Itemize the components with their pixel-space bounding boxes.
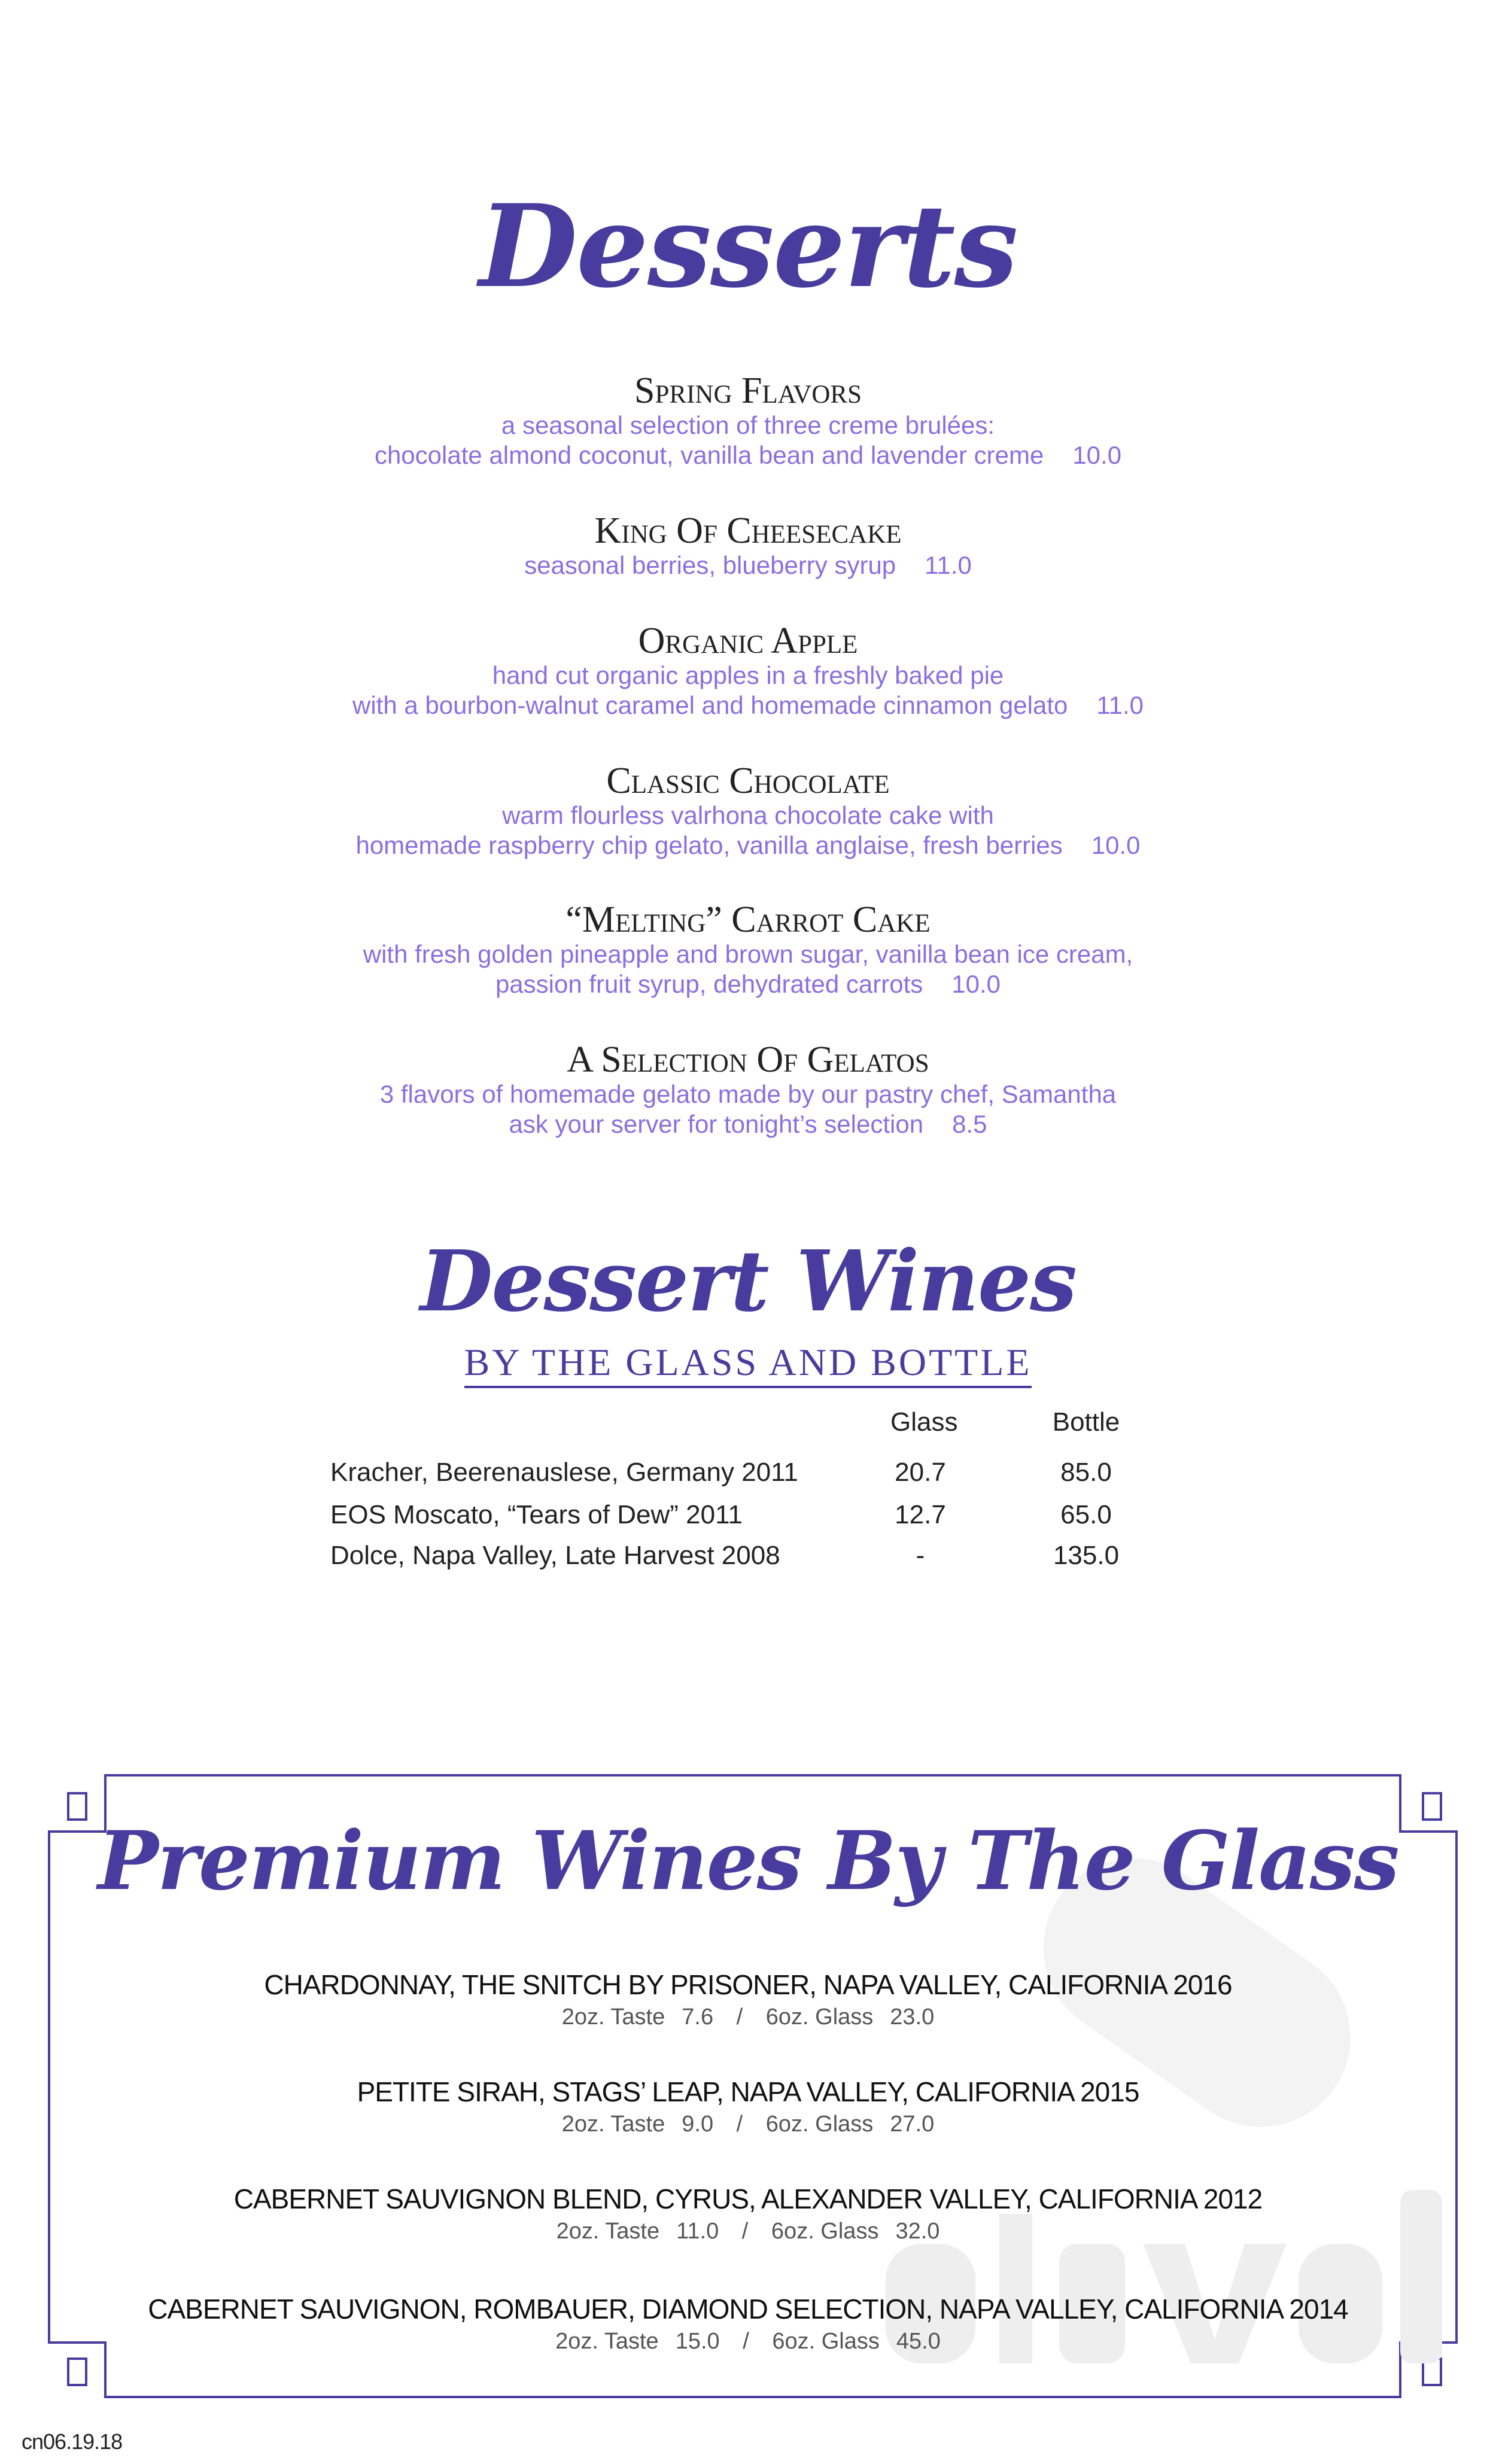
premium-title: Premium Wines By The Glass: [98, 1813, 1398, 1908]
dessert-wines-subtitle: BY THE GLASS AND BOTTLE: [0, 1340, 1496, 1385]
glass-price: 45.0: [896, 2329, 941, 2354]
dessert-price: 10.0: [1091, 831, 1141, 859]
footer-code: cn06.19.18: [22, 2429, 123, 2454]
glass-price: 27.0: [890, 2112, 935, 2137]
bottle-price: 135.0: [1053, 1541, 1120, 1570]
bottle-price: 85.0: [1060, 1458, 1112, 1487]
dessert-description: passion fruit syrup, dehydrated carrots 10.0: [495, 970, 1001, 998]
glass-price: 12.7: [895, 1500, 946, 1529]
dessert-price: 10.0: [1072, 441, 1122, 469]
dessert-description: a seasonal selection of three creme brulées:: [501, 411, 995, 439]
wine-name: Kracher, Beerenauslese, Germany 2011: [330, 1458, 798, 1487]
dessert-description: hand cut organic apples in a freshly baked pie: [492, 661, 1004, 689]
premium-wine: [0, 2183, 1496, 2244]
premium-wine: [0, 1969, 1496, 2030]
dessert-price: 10.0: [951, 970, 1001, 998]
premium-wine-name: PETITE SIRAH, STAGS’ LEAP, NAPA VALLEY, CALIFORNIA 2015: [357, 2076, 1139, 2107]
glass-price: 23.0: [890, 2004, 935, 2030]
dessert-item: [0, 371, 1496, 470]
dessert-item: [0, 761, 1496, 860]
dessert-description: homemade raspberry chip gelato, vanilla anglaise, fresh berries 10.0: [355, 831, 1141, 859]
taste-price: 7.6: [682, 2004, 714, 2030]
glass-price: 32.0: [895, 2219, 940, 2244]
premium-wine-prices: 2oz. Taste 11.0 / 6oz. Glass 32.0: [556, 2219, 940, 2244]
taste-price: 9.0: [682, 2112, 714, 2137]
premium-wine-prices: 2oz. Taste 7.6 / 6oz. Glass 23.0: [561, 2004, 935, 2030]
dessert-name: A Selection Of Gelatos: [567, 1039, 929, 1080]
premium-wine-name: CABERNET SAUVIGNON BLEND, CYRUS, ALEXANDER VALLEY, CALIFORNIA 2012: [233, 2183, 1263, 2214]
dessert-name: Classic Chocolate: [606, 761, 890, 801]
dessert-name: King Of Cheesecake: [594, 510, 902, 551]
dessert-price: 11.0: [1096, 691, 1144, 719]
premium-wine: [0, 2076, 1496, 2137]
premium-wine-prices: 2oz. Taste 15.0 / 6oz. Glass 45.0: [555, 2329, 941, 2354]
dessert-description: ask your server for tonight’s selection 8.5: [509, 1110, 987, 1138]
taste-price: 11.0: [676, 2219, 719, 2244]
dessert-wines-title: Dessert Wines: [420, 1233, 1076, 1331]
premium-wine-name: CHARDONNAY, THE SNITCH BY PRISONER, NAPA VALLEY, CALIFORNIA 2016: [264, 1969, 1232, 2000]
wine-name: EOS Moscato, “Tears of Dew” 2011: [330, 1500, 743, 1529]
dessert-item: [0, 1040, 1496, 1139]
bottle-price: 65.0: [1060, 1500, 1112, 1529]
dessert-item: [0, 900, 1496, 999]
dessert-name: Organic Apple: [638, 620, 858, 661]
dessert-description: with fresh golden pineapple and brown sugar, vanilla bean ice cream,: [363, 940, 1133, 968]
dessert-price: 11.0: [925, 551, 972, 579]
dessert-price: 8.5: [952, 1110, 987, 1138]
dessert-description: 3 flavors of homemade gelato made by our pastry chef, Samantha: [379, 1080, 1117, 1108]
dessert-description: with a bourbon-walnut caramel and homemade cinnamon gelato 11.0: [352, 691, 1144, 719]
dessert-name: Spring Flavors: [634, 370, 862, 411]
dessert-item: [0, 621, 1496, 720]
desserts-title: Desserts: [479, 180, 1017, 313]
column-header-bottle: Bottle: [1052, 1407, 1120, 1437]
dessert-description: warm flourless valrhona chocolate cake with: [502, 801, 994, 829]
premium-wine: [0, 2293, 1496, 2355]
wine-name: Dolce, Napa Valley, Late Harvest 2008: [330, 1541, 780, 1570]
premium-wine-name: CABERNET SAUVIGNON, ROMBAUER, DIAMOND SELECTION, NAPA VALLEY, CALIFORNIA 2014: [148, 2293, 1348, 2325]
premium-wine-prices: 2oz. Taste 9.0 / 6oz. Glass 27.0: [561, 2112, 935, 2137]
glass-price: 20.7: [895, 1458, 946, 1487]
dessert-item: [0, 511, 1496, 580]
dessert-description: seasonal berries, blueberry syrup 11.0: [524, 551, 972, 579]
dessert-description: chocolate almond coconut, vanilla bean and lavender creme 10.0: [374, 441, 1122, 469]
column-header-glass: Glass: [890, 1407, 958, 1437]
glass-price: -: [916, 1541, 925, 1570]
dessert-name: “Melting” Carrot Cake: [565, 899, 931, 940]
taste-price: 15.0: [675, 2329, 720, 2354]
